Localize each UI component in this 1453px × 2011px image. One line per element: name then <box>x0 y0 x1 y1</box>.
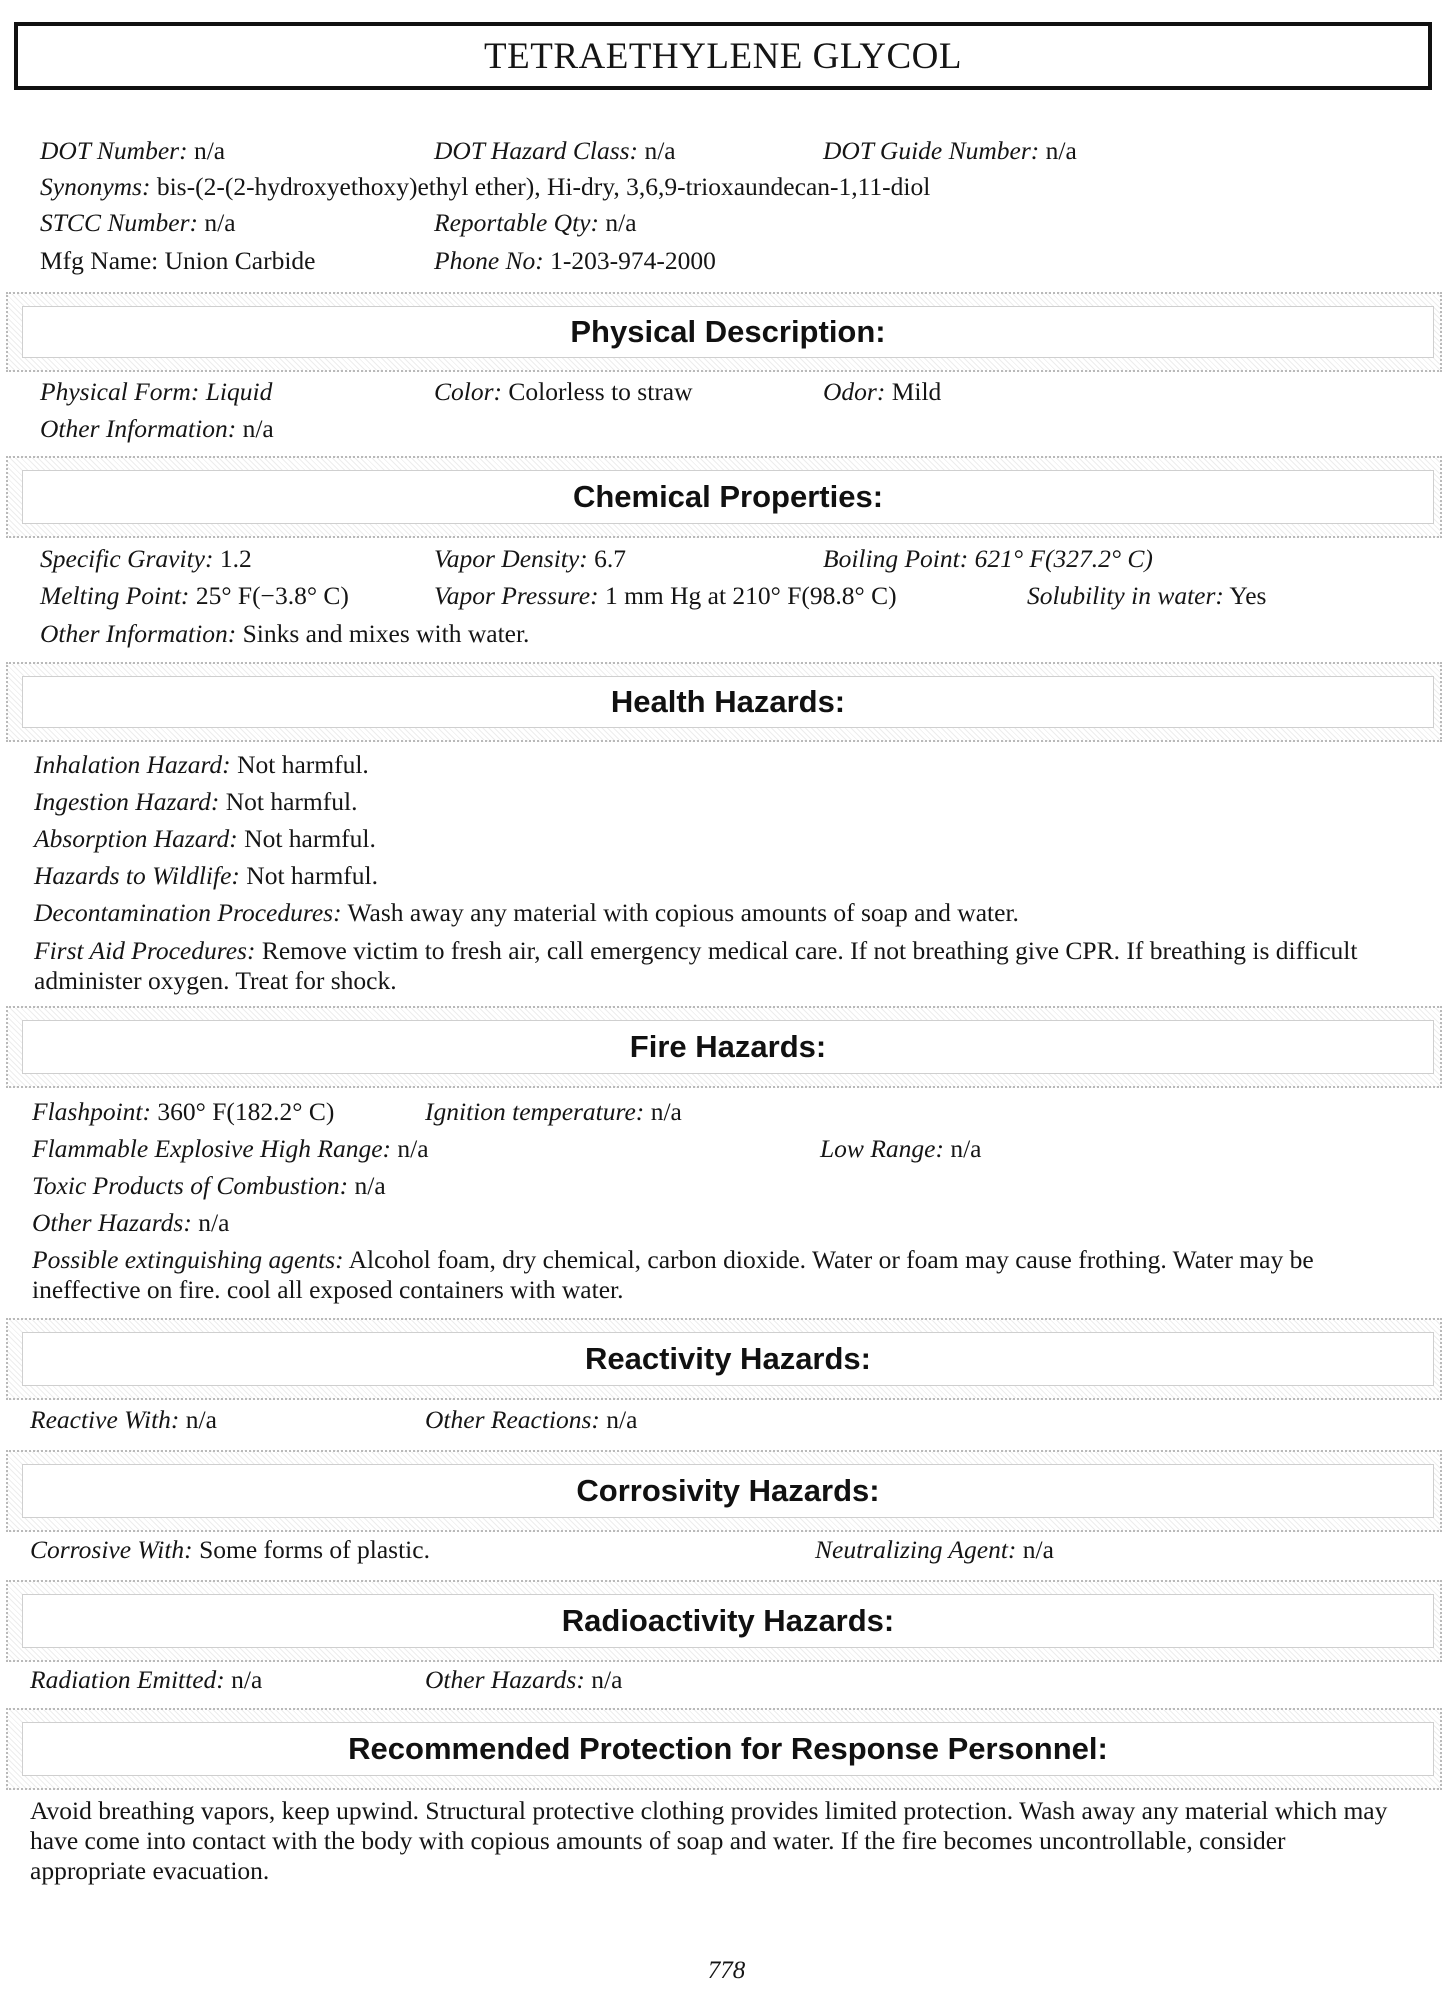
radioactivity-hazards-band <box>6 1580 1442 1662</box>
mfg-name: Mfg Name: Union Carbide <box>40 246 316 275</box>
solubility-row <box>1027 581 1266 611</box>
extinguishing-label: Possible extinguishing agents: <box>32 1245 344 1274</box>
title-box <box>14 22 1432 90</box>
dot-number-row <box>40 136 225 166</box>
melting-point-label: Melting Point: <box>40 581 190 610</box>
radio-other-hazards-label: Other Hazards: <box>425 1665 585 1694</box>
wildlife-row <box>34 861 378 891</box>
radioactivity-hazards-heading: Radioactivity Hazards: <box>561 1603 895 1638</box>
reactive-with-value: n/a <box>185 1405 217 1434</box>
radiation-emitted-value: n/a <box>231 1665 263 1694</box>
specific-gravity-value: 1.2 <box>219 544 252 573</box>
vapor-density-value: 6.7 <box>594 544 626 573</box>
page-title: TETRAETHYLENE GLYCOL <box>484 35 962 77</box>
physical-other-value: n/a <box>242 414 274 443</box>
inhalation-value: Not harmful. <box>237 750 369 779</box>
boiling-point-row <box>823 544 1153 574</box>
decontamination-row <box>34 898 1019 928</box>
high-range-label: Flammable Explosive High Range: <box>32 1134 392 1163</box>
toxic-products-value: n/a <box>354 1171 386 1200</box>
melting-point-value: 25° F(−3.8° C) <box>195 581 349 610</box>
color-value: Colorless to straw <box>508 377 693 406</box>
corrosive-with-label: Corrosive With: <box>30 1535 193 1564</box>
health-hazards-band <box>6 662 1442 742</box>
vapor-density-row <box>434 544 626 574</box>
dot-hazard-class-row <box>434 136 676 166</box>
ingestion-value: Not harmful. <box>225 787 358 816</box>
extinguishing-paragraph <box>32 1245 1427 1305</box>
reportable-qty-label: Reportable Qty: <box>434 208 599 237</box>
physical-other-row <box>40 414 274 444</box>
fire-hazards-heading: Fire Hazards: <box>629 1029 827 1064</box>
color-label: Color: <box>434 377 503 406</box>
synonyms-value: bis-(2-(2-hydroxyethoxy)ethyl ether), Hi-dry, 3,6,9-trioxaundecan-1,11-diol <box>156 172 931 201</box>
melting-point-row <box>40 581 349 611</box>
wildlife-label: Hazards to Wildlife: <box>34 861 240 890</box>
phone-label: Phone No: <box>434 246 544 275</box>
reactive-with-label: Reactive With: <box>30 1405 180 1434</box>
solubility-label: Solubility in water: <box>1027 581 1224 610</box>
decontamination-value: Wash away any material with copious amounts of soap and water. <box>347 898 1019 927</box>
synonyms-row <box>40 172 930 202</box>
corrosive-with-value: Some forms of plastic. <box>199 1535 430 1564</box>
neutralizing-agent-value: n/a <box>1022 1535 1054 1564</box>
reactive-with-row <box>30 1405 217 1435</box>
physical-form-row <box>40 377 272 407</box>
ignition-value: n/a <box>650 1097 682 1126</box>
health-hazards-heading: Health Hazards: <box>610 684 846 719</box>
flashpoint-label: Flashpoint: <box>32 1097 151 1126</box>
synonyms-label: Synonyms: <box>40 172 151 201</box>
other-reactions-value: n/a <box>606 1405 638 1434</box>
inhalation-label: Inhalation Hazard: <box>34 750 231 779</box>
first-aid-label: First Aid Procedures: <box>34 936 256 965</box>
ignition-label: Ignition temperature: <box>425 1097 645 1126</box>
protection-text: Avoid breathing vapors, keep upwind. Structural protective clothing provides limited protection. Wash away any material which may have come into contact with the body with copious amounts of soap and water. If the fire becomes uncontrollable, consider appropriate evacuation. <box>30 1796 1388 1885</box>
absorption-value: Not harmful. <box>244 824 376 853</box>
color-row <box>434 377 693 407</box>
specific-gravity-row <box>40 544 252 574</box>
high-range-value: n/a <box>397 1134 429 1163</box>
other-reactions-row <box>425 1405 637 1435</box>
reportable-qty-row <box>434 208 637 238</box>
stcc-number-label: STCC Number: <box>40 208 198 237</box>
vapor-pressure-label: Vapor Pressure: <box>434 581 599 610</box>
ingestion-label: Ingestion Hazard: <box>34 787 220 816</box>
ingestion-row <box>34 787 357 817</box>
fire-hazards-band <box>6 1006 1442 1088</box>
flashpoint-row <box>32 1097 334 1127</box>
inhalation-row <box>34 750 369 780</box>
low-range-value: n/a <box>950 1134 982 1163</box>
protection-heading: Recommended Protection for Response Personnel: <box>348 1731 1108 1766</box>
physical-description-band <box>6 292 1442 372</box>
flashpoint-value: 360° F(182.2° C) <box>157 1097 335 1126</box>
dot-hazard-class-value: n/a <box>644 136 676 165</box>
dot-guide-number-label: DOT Guide Number: <box>823 136 1040 165</box>
first-aid-paragraph <box>34 936 1424 996</box>
fire-other-hazards-row <box>32 1208 229 1238</box>
corrosivity-hazards-band <box>6 1450 1442 1532</box>
physical-form-label: Physical Form: <box>40 377 200 406</box>
radiation-emitted-label: Radiation Emitted: <box>30 1665 225 1694</box>
protection-band <box>6 1708 1442 1790</box>
ignition-row <box>425 1097 682 1127</box>
chemical-properties-heading: Chemical Properties: <box>572 479 884 514</box>
dot-guide-number-row <box>823 136 1077 166</box>
reportable-qty-value: n/a <box>605 208 637 237</box>
chemical-other-value: Sinks and mixes with water. <box>242 619 530 648</box>
radio-other-hazards-row <box>425 1665 622 1695</box>
radiation-emitted-row <box>30 1665 262 1695</box>
phone-value: 1-203-974-2000 <box>550 246 716 275</box>
page-number: 778 <box>707 1957 746 1984</box>
physical-other-label: Other Information: <box>40 414 237 443</box>
low-range-label: Low Range: <box>820 1134 944 1163</box>
chemical-other-label: Other Information: <box>40 619 237 648</box>
extinguishing-value: Alcohol foam, dry chemical, carbon dioxide. Water or foam may cause frothing. Water may be ineffective on fire. cool all exposed containers with water. <box>32 1245 1314 1304</box>
odor-value: Mild <box>891 377 942 406</box>
stcc-number-row <box>40 208 236 238</box>
decontamination-label: Decontamination Procedures: <box>34 898 342 927</box>
vapor-density-label: Vapor Density: <box>434 544 588 573</box>
toxic-products-row <box>32 1171 386 1201</box>
toxic-products-label: Toxic Products of Combustion: <box>32 1171 349 1200</box>
neutralizing-agent-row <box>815 1535 1054 1565</box>
fire-other-hazards-value: n/a <box>198 1208 230 1237</box>
high-range-row <box>32 1134 429 1164</box>
radio-other-hazards-value: n/a <box>591 1665 623 1694</box>
other-reactions-label: Other Reactions: <box>425 1405 600 1434</box>
first-aid-value: Remove victim to fresh air, call emergency medical care. If not breathing give CPR. If breathing is difficult administer oxygen. Treat for shock. <box>34 936 1358 995</box>
boiling-point-value: 621° F(327.2° C) <box>974 544 1153 573</box>
stcc-number-value: n/a <box>204 208 236 237</box>
solubility-value: Yes <box>1229 581 1267 610</box>
reactivity-hazards-band <box>6 1318 1442 1400</box>
boiling-point-label: Boiling Point: <box>823 544 969 573</box>
dot-number-value: n/a <box>193 136 226 165</box>
reactivity-hazards-heading: Reactivity Hazards: <box>584 1341 871 1376</box>
specific-gravity-label: Specific Gravity: <box>40 544 214 573</box>
corrosivity-hazards-heading: Corrosivity Hazards: <box>576 1473 880 1508</box>
wildlife-value: Not harmful. <box>246 861 379 890</box>
phone-row <box>434 246 716 276</box>
low-range-row <box>820 1134 981 1164</box>
dot-number-label: DOT Number: <box>40 136 188 165</box>
physical-description-heading: Physical Description: <box>570 314 886 349</box>
fire-other-hazards-label: Other Hazards: <box>32 1208 192 1237</box>
corrosive-with-row <box>30 1535 430 1565</box>
neutralizing-agent-label: Neutralizing Agent: <box>815 1535 1017 1564</box>
absorption-label: Absorption Hazard: <box>34 824 238 853</box>
dot-hazard-class-label: DOT Hazard Class: <box>434 136 639 165</box>
absorption-row <box>34 824 376 854</box>
physical-form-value: Liquid <box>205 377 273 406</box>
odor-row <box>823 377 941 407</box>
vapor-pressure-row <box>434 581 897 611</box>
chemical-other-row <box>40 619 529 649</box>
odor-label: Odor: <box>823 377 886 406</box>
dot-guide-number-value: n/a <box>1045 136 1077 165</box>
vapor-pressure-value: 1 mm Hg at 210° F(98.8° C) <box>604 581 897 610</box>
chemical-properties-band <box>6 456 1442 538</box>
